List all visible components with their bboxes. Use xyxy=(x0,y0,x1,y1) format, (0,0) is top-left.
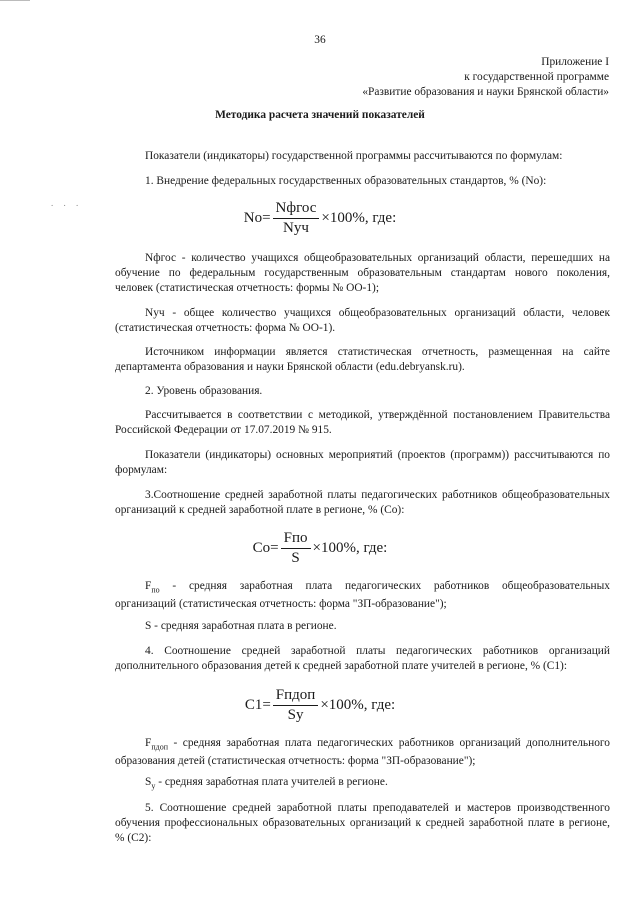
formula-co-denominator: S xyxy=(291,550,300,566)
item3-def1-symbol: F xyxy=(145,580,152,592)
item3-heading xyxy=(115,488,610,518)
appendix-line-1: Приложение I xyxy=(541,56,609,68)
item1-def1-line: обучение по федеральным государственным образовательным стандартам нового поколения, xyxy=(115,267,610,279)
item4-def1-text: - средняя заработная плата педагогических работников организаций дополнительного xyxy=(167,737,610,749)
item4-heading-line: дополнительного образования детей к средней заработной плате учителей в регионе, % (С1): xyxy=(115,660,568,672)
formula-c1-fraction xyxy=(273,687,319,724)
formula-co-numerator: Fпо xyxy=(281,530,311,549)
formula-no-fraction xyxy=(273,200,320,237)
formula-no-rhs: ×100%, где: xyxy=(321,210,397,226)
formula-c1 xyxy=(0,687,640,724)
item1-def2-line: (статистическая отчетность: форма № ОО-1). xyxy=(115,322,336,334)
item1-def2-line: Nуч - общее количество учащихся общеобразовательных организаций области, человек xyxy=(145,307,610,319)
item3-def2 xyxy=(115,619,610,634)
item4-def1-line-1 xyxy=(115,736,610,754)
page-number: 36 xyxy=(314,34,326,46)
scan-corner-mark xyxy=(0,0,30,5)
item1-def2 xyxy=(115,306,610,336)
item2-heading-text: 2. Уровень образования. xyxy=(145,385,263,397)
item2-text-line: Рассчитывается в соответствии с методикой, утверждённой постановлением Правительства xyxy=(145,409,610,421)
item1-source xyxy=(115,345,610,375)
item3-heading-line: организаций к средней заработной плате в регионе, % (Со): xyxy=(115,504,405,516)
formula-co xyxy=(0,530,640,567)
item2-text xyxy=(115,408,610,438)
item4-def2-subscript: у xyxy=(151,781,156,791)
item4-def1-line-2: образования детей (статистическая отчетность: форма "ЗП-образование"); xyxy=(115,755,476,768)
formula-c1-rhs: ×100%, где: xyxy=(320,697,396,713)
appendix-line-3: «Развитие образования и науки Брянской области» xyxy=(362,86,609,98)
item2-text-line: Российской Федерации от 17.07.2019 № 915. xyxy=(115,424,332,436)
item4-heading-line: 4. Соотношение средней заработной платы педагогических работников организаций xyxy=(145,645,610,657)
item4-def1-symbol: F xyxy=(145,737,152,749)
document-title: Методика расчета значений показателей xyxy=(215,109,425,121)
item5-heading-line: обучения профессиональных образовательных организаций к средней заработной плате в регионе, xyxy=(115,817,610,829)
item4-def1-subscript: пдоп xyxy=(151,742,168,752)
formula-c1-lhs: С1= xyxy=(244,697,271,713)
item4-def2-line xyxy=(115,775,610,793)
formula-c1-denominator: Sу xyxy=(287,707,304,723)
item5-heading-line: 5. Соотношение средней заработной платы преподавателей и мастеров производственного xyxy=(145,802,610,814)
item3-def1 xyxy=(115,579,610,612)
events-intro-line: формулам: xyxy=(115,464,168,476)
appendix-line-2: к государственной программе xyxy=(464,71,609,83)
item3-heading-line: 3.Соотношение средней заработной платы педагогических работников общеобразовательных xyxy=(145,489,610,501)
formula-co-fraction xyxy=(281,530,311,567)
item4-def2 xyxy=(115,775,610,793)
item5-heading xyxy=(115,801,610,846)
item1-def1-line: человек (статистическая отчетность: формы № ОО-1); xyxy=(115,282,379,294)
events-intro xyxy=(115,448,610,478)
appendix-header xyxy=(209,55,609,100)
formula-no-lhs: No= xyxy=(243,210,271,226)
item4-def2-symbol: S xyxy=(145,776,152,788)
item4-def1 xyxy=(115,736,610,769)
formula-co-rhs: ×100%, где: xyxy=(312,540,388,556)
formula-no xyxy=(0,200,640,237)
intro-paragraph xyxy=(115,149,610,164)
item3-def1-line-2: организаций (статистическая отчетность: форма "ЗП-образование"); xyxy=(115,598,447,611)
item2-heading xyxy=(115,384,610,399)
item3-def1-line-1 xyxy=(115,579,610,597)
formula-c1-numerator: Fпдоп xyxy=(273,687,319,706)
item1-heading-text: 1. Внедрение федеральных государственных образовательных стандартов, % (No): xyxy=(145,175,547,187)
formula-no-numerator: Nфгос xyxy=(273,200,320,219)
events-intro-line: Показатели (индикаторы) основных мероприятий (проектов (программ)) рассчитываются по xyxy=(145,449,610,461)
item3-def1-text: - средняя заработная плата педагогических работников общеобразовательных xyxy=(159,580,610,592)
item3-def1-subscript: по xyxy=(151,585,160,595)
item4-heading xyxy=(115,644,610,674)
item1-def1-line: Nфгос - количество учащихся общеобразовательных организаций области, перешедших на xyxy=(145,252,610,264)
margin-mark: . . . xyxy=(51,198,83,208)
item1-heading xyxy=(115,174,610,189)
item4-def2-text: - средняя заработная плата учителей в регионе. xyxy=(155,776,388,788)
item5-heading-line: % (С2): xyxy=(115,832,152,844)
intro-text: Показатели (индикаторы) государственной программы рассчитываются по формулам: xyxy=(145,150,563,162)
item3-def2-text: S - средняя заработная плата в регионе. xyxy=(145,620,337,632)
item1-source-line: Источником информации является статистическая отчетность, размещенная на сайте xyxy=(145,346,610,358)
item1-def1 xyxy=(115,251,610,296)
formula-co-lhs: Со= xyxy=(252,540,279,556)
formula-no-denominator: Nуч xyxy=(283,220,309,236)
item1-source-line: департамента образования и науки Брянской области (edu.debryansk.ru). xyxy=(115,361,465,373)
